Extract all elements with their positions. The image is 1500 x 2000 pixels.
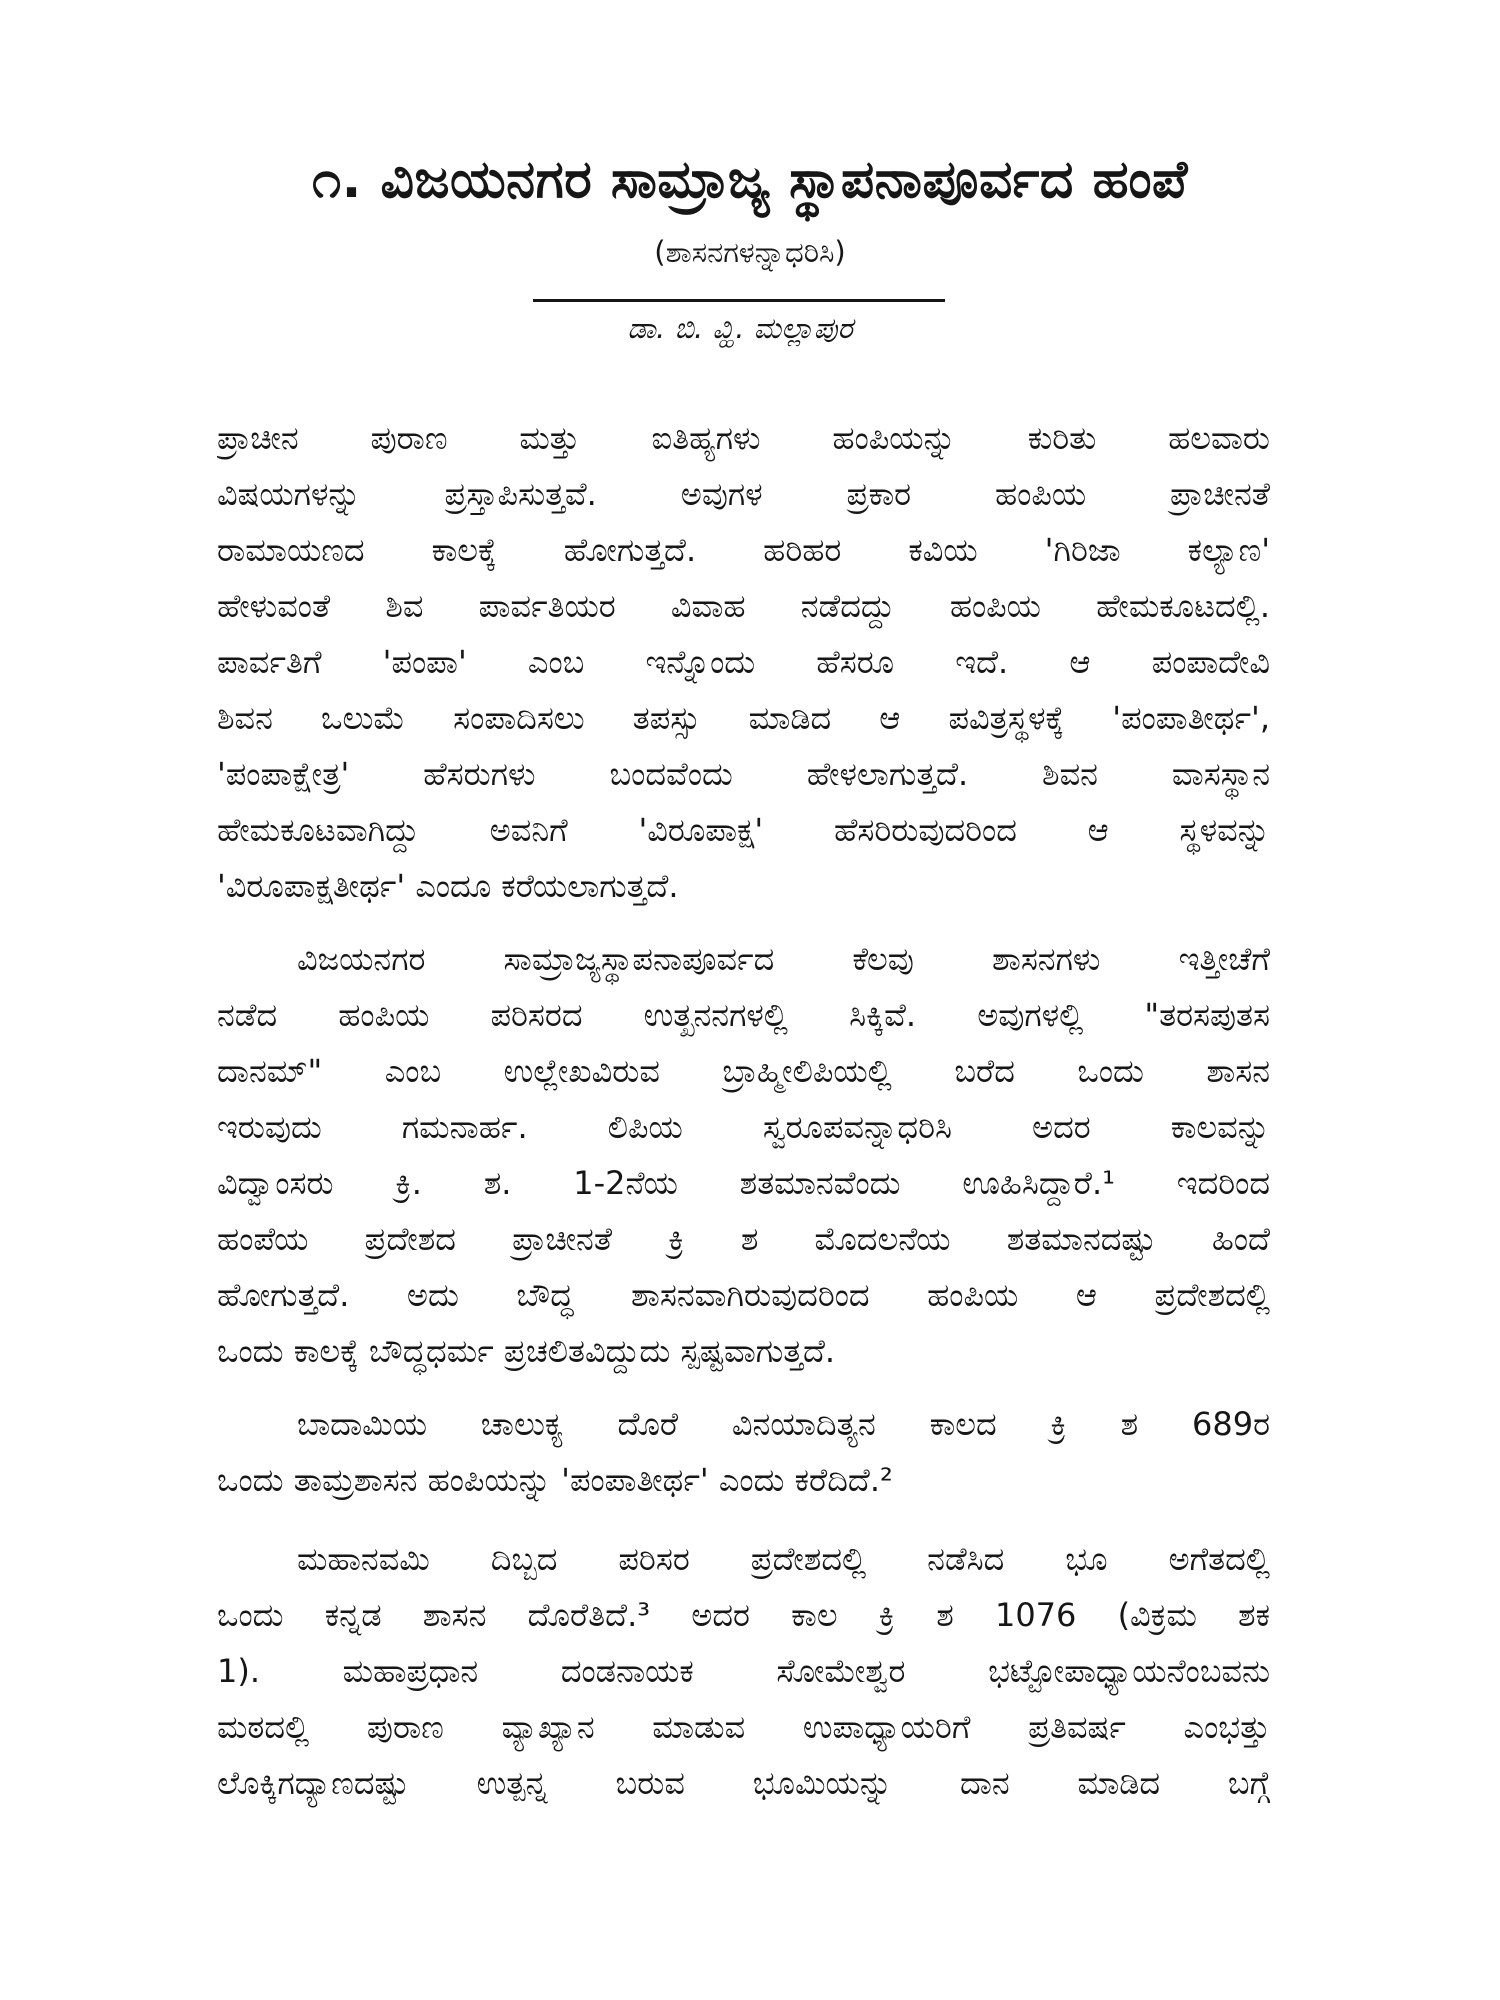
author-name: ಡಾ. ಬಿ. ವ್ಹಿ. ಮಲ್ಲಾಪುರ <box>627 311 853 345</box>
paragraph-2 <box>217 931 1270 1379</box>
text-line: ಹೇಳುವಂತೆ ಶಿವ ಪಾರ್ವತಿಯರ ವಿವಾಹ ನಡೆದದ್ದು ಹಂಪಿಯ ಹೇಮಕೂಟದಲ್ಲಿ. <box>217 587 1270 625</box>
text-line: 'ವಿರೂಪಾಕ್ಷತೀರ್ಥ' ಎಂದೂ ಕರೆಯಲಾಗುತ್ತದೆ. <box>217 867 679 905</box>
text-line: ವಿಷಯಗಳನ್ನು ಪ್ರಸ್ತಾಪಿಸುತ್ತವೆ. ಅವುಗಳ ಪ್ರಕಾರ ಹಂಪಿಯ ಪ್ರಾಚೀನತೆ <box>217 475 1270 513</box>
text-line: ಹೋಗುತ್ತದೆ. ಅದು ಬೌದ್ಧ ಶಾಸನವಾಗಿರುವುದರಿಂದ ಹಂಪಿಯ ಆ ಪ್ರದೇಶದಲ್ಲಿ <box>217 1276 1270 1314</box>
text-line: ಮಹಾನವಮಿ ದಿಬ್ಬದ ಪರಿಸರ ಪ್ರದೇಶದಲ್ಲಿ ನಡೆಸಿದ ಭೂ ಅಗೆತದಲ್ಲಿ <box>297 1540 1270 1578</box>
article-body <box>217 410 1270 1811</box>
text-line: ಶಿವನ ಒಲುಮೆ ಸಂಪಾದಿಸಲು ತಪಸ್ಸು ಮಾಡಿದ ಆ ಪವಿತ್ರಸ್ಥಳಕ್ಕೆ 'ಪಂಪಾತೀರ್ಥ', <box>217 699 1270 737</box>
text-line: ವಿದ್ವಾಂಸರು ಕ್ರಿ. ಶ. 1-2ನೆಯ ಶತಮಾನವೆಂದು ಊಹಿಸಿದ್ದಾರೆ.¹ ಇದರಿಂದ <box>217 1164 1270 1202</box>
text-line: ಹೇಮಕೂಟವಾಗಿದ್ದು ಅವನಿಗೆ 'ವಿರೂಪಾಕ್ಷ' ಹೆಸರಿರುವುದರಿಂದ ಆ ಸ್ಥಳವನ್ನು <box>217 811 1270 849</box>
paragraph-1 <box>217 410 1270 914</box>
text-line: ಹಂಪೆಯ ಪ್ರದೇಶದ ಪ್ರಾಚೀನತೆ ಕ್ರಿ ಶ ಮೊದಲನೆಯ ಶತಮಾನದಷ್ಟು ಹಿಂದೆ <box>217 1220 1270 1258</box>
text-line: ನಡೆದ ಹಂಪಿಯ ಪರಿಸರದ ಉತ್ಖನನಗಳಲ್ಲಿ ಸಿಕ್ಕಿವೆ. ಅವುಗಳಲ್ಲಿ "ತರಸಪುತಸ <box>217 996 1270 1034</box>
text-line: ಇರುವುದು ಗಮನಾರ್ಹ. ಲಿಪಿಯ ಸ್ವರೂಪವನ್ನಾಧರಿಸಿ ಅದರ ಕಾಲವನ್ನು <box>217 1108 1270 1146</box>
page-subtitle: (ಶಾಸನಗಳನ್ನಾಧರಿಸಿ) <box>654 235 846 269</box>
text-line: ಪ್ರಾಚೀನ ಪುರಾಣ ಮತ್ತು ಐತಿಹ್ಯಗಳು ಹಂಪಿಯನ್ನು ಕುರಿತು ಹಲವಾರು <box>217 419 1270 457</box>
paragraph-4 <box>217 1531 1270 1811</box>
text-line: 1). ಮಹಾಪ್ರಧಾನ ದಂಡನಾಯಕ ಸೋಮೇಶ್ವರ ಭಟ್ಟೋಪಾಧ್ಯಾಯನೆಂಬವನು <box>217 1652 1270 1690</box>
text-line: ಒಂದು ತಾಮ್ರಶಾಸನ ಹಂಪಿಯನ್ನು 'ಪಂಪಾತೀರ್ಥ' ಎಂದು ಕರೆದಿದೆ.² <box>217 1461 893 1499</box>
title-divider <box>533 299 945 302</box>
text-line: ಲೊಕ್ಕಿಗದ್ಯಾಣದಷ್ಟು ಉತ್ಪನ್ನ ಬರುವ ಭೂಮಿಯನ್ನು ದಾನ ಮಾಡಿದ ಬಗ್ಗೆ <box>217 1764 1270 1802</box>
text-line: ದಾನಮ್" ಎಂಬ ಉಲ್ಲೇಖವಿರುವ ಬ್ರಾಹ್ಮೀಲಿಪಿಯಲ್ಲಿ ಬರೆದ ಒಂದು ಶಾಸನ <box>217 1052 1270 1090</box>
paragraph-3 <box>217 1396 1270 1508</box>
text-line: 'ಪಂಪಾಕ್ಷೇತ್ರ' ಹೆಸರುಗಳು ಬಂದವೆಂದು ಹೇಳಲಾಗುತ್ತದೆ. ಶಿವನ ವಾಸಸ್ಥಾನ <box>217 755 1270 793</box>
text-line: ರಾಮಾಯಣದ ಕಾಲಕ್ಕೆ ಹೋಗುತ್ತದೆ. ಹರಿಹರ ಕವಿಯ 'ಗಿರಿಜಾ ಕಲ್ಯಾಣ' <box>217 531 1270 569</box>
text-line: ಬಾದಾಮಿಯ ಚಾಲುಕ್ಯ ದೊರೆ ವಿನಯಾದಿತ್ಯನ ಕಾಲದ ಕ್ರಿ ಶ 689ರ <box>297 1405 1270 1443</box>
text-line: ಮಠದಲ್ಲಿ ಪುರಾಣ ವ್ಯಾಖ್ಯಾನ ಮಾಡುವ ಉಪಾಧ್ಯಾಯರಿಗೆ ಪ್ರತಿವರ್ಷ ಎಂಭತ್ತು <box>217 1708 1270 1746</box>
text-line: ಪಾರ್ವತಿಗೆ 'ಪಂಪಾ' ಎಂಬ ಇನ್ನೊಂದು ಹೆಸರೂ ಇದೆ. ಆ ಪಂಪಾದೇವಿ <box>217 643 1270 681</box>
text-line: ಒಂದು ಕಾಲಕ್ಕೆ ಬೌದ್ಧಧರ್ಮ ಪ್ರಚಲಿತವಿದ್ದುದು ಸ್ಪಷ್ಟವಾಗುತ್ತದೆ. <box>217 1332 836 1370</box>
text-line: ಒಂದು ಕನ್ನಡ ಶಾಸನ ದೊರೆತಿದೆ.³ ಅದರ ಕಾಲ ಕ್ರಿ ಶ 1076 (ವಿಕ್ರಮ ಶಕ <box>217 1596 1270 1634</box>
page-title: ೧. ವಿಜಯನಗರ ಸಾಮ್ರಾಜ್ಯ ಸ್ಥಾಪನಾಪೂರ್ವದ ಹಂಪೆ <box>312 150 1188 210</box>
text-line: ವಿಜಯನಗರ ಸಾಮ್ರಾಜ್ಯಸ್ಥಾಪನಾಪೂರ್ವದ ಕೆಲವು ಶಾಸನಗಳು ಇತ್ತೀಚೆಗೆ <box>297 940 1270 978</box>
